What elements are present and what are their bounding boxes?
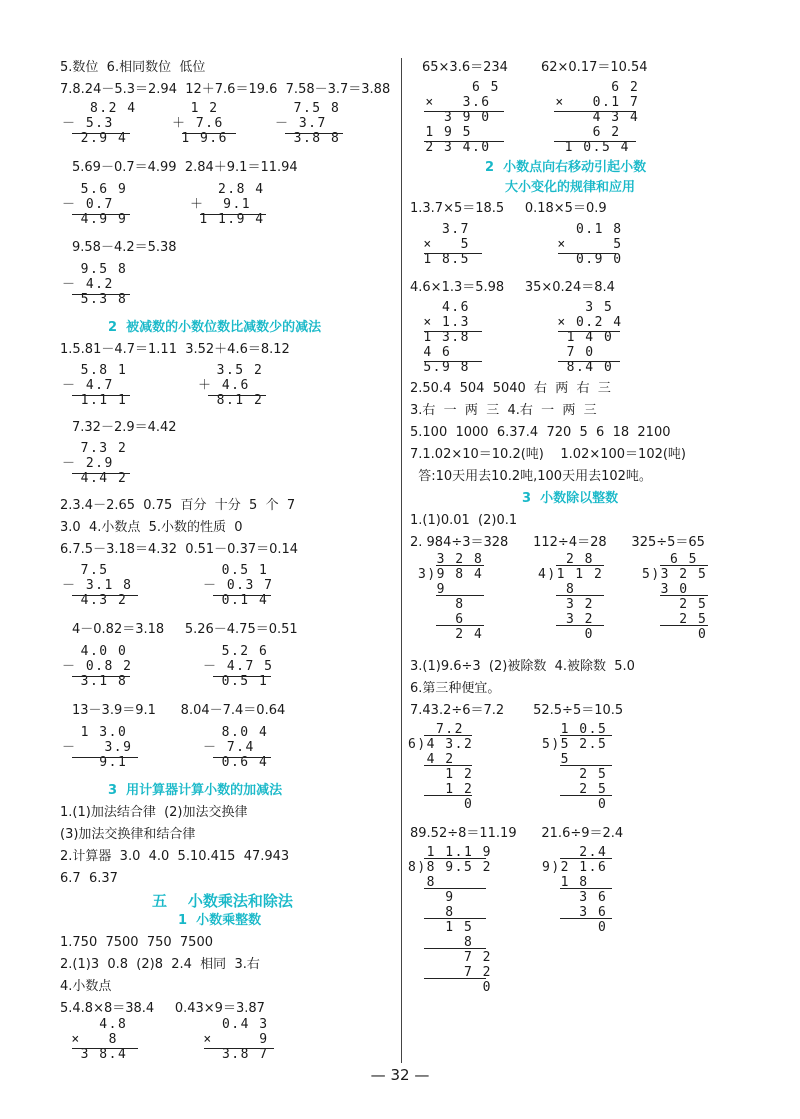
vertical-calc: 2.8 4 ＋ 9.1 1 1.9 4	[190, 182, 265, 227]
right-line-1: 65×3.6＝234 62×0.17＝10.54	[422, 60, 648, 75]
calc-rule	[558, 361, 620, 362]
vertical-calc: 0.1 8 × 5 0.9 0	[557, 222, 623, 267]
section-heading: 3 小数除以整数	[522, 491, 619, 506]
left-line-7: 2.3.4－2.65 0.75 百分 十分 5 个 7	[60, 498, 296, 513]
right-line-14: 89.52÷8＝11.19 21.6÷9＝2.4	[410, 826, 624, 841]
calc-rule	[556, 595, 604, 596]
right-line-7: 7.1.02×10＝10.2(吨) 1.02×100＝102(吨)	[410, 447, 687, 462]
calc-rule	[424, 765, 472, 766]
right-line-5: 3.右 一 两 三 4.右 一 两 三	[410, 403, 597, 418]
calc-rule	[285, 133, 343, 134]
long-division: 1 0.5 5)5 2.5 5 2 5 2 5 0	[542, 722, 608, 812]
vertical-calc: 7.5 8 － 3.7 3.8 8	[275, 101, 341, 146]
vertical-calc: 1 3.0 － 3.9 9.1	[62, 725, 133, 770]
calc-rule	[424, 795, 472, 796]
calc-rule	[424, 253, 482, 254]
left-line-4: 9.58－4.2＝5.38	[72, 240, 177, 255]
right-line-2: 1.3.7×5＝18.5 0.18×5＝0.9	[410, 201, 607, 216]
right-line-8: 答:10天用去10.2吨,100天用去102吨。	[410, 469, 652, 484]
vertical-calc: 8.2 4 － 5.3 2.9 4	[62, 101, 137, 146]
vertical-calc: 7.3 2 － 2.9 4.4 2	[62, 441, 128, 486]
vertical-calc: 4.6 × 1.3 1 3.8 4 6 5.9 8	[423, 300, 470, 375]
calc-rule	[424, 888, 486, 889]
calc-rule	[560, 888, 612, 889]
column-divider	[401, 58, 402, 1063]
division-bracket	[436, 565, 484, 566]
division-bracket	[424, 735, 472, 736]
vertical-calc: 0.4 3 × 9 3.8 7	[203, 1017, 269, 1062]
vertical-calc: 0.5 1 － 0.3 7 0.1 4	[203, 563, 274, 608]
long-division: 1 1.1 9 8)8 9.5 2 8 9 8 1 5 8 7 2 7 2 0	[408, 845, 492, 995]
calc-rule	[208, 395, 266, 396]
long-division: 3 2 8 3)9 8 4 9 8 6 2 4	[418, 552, 484, 642]
calc-rule	[72, 473, 130, 474]
left-line-11: 13－3.9＝9.1 8.04－7.4＝0.64	[72, 703, 286, 718]
section-heading: 2 小数点向右移动引起小数	[485, 160, 647, 175]
page-number: — 32 —	[370, 1066, 430, 1084]
long-division: 2.4 9)2 1.6 1 8 3 6 3 6 0	[542, 845, 608, 935]
division-bracket	[560, 735, 612, 736]
calc-rule	[72, 757, 138, 758]
vertical-calc: 6 5 × 3.6 3 9 0 1 9 5 2 3 4.0	[425, 80, 500, 155]
left-line-8: 3.0 4.小数点 5.小数的性质 0	[60, 520, 243, 535]
left-line-6: 7.32－2.9＝4.42	[72, 420, 177, 435]
calc-rule	[424, 331, 482, 332]
calc-rule	[213, 757, 271, 758]
left-line-10: 4－0.82＝3.18 5.26－4.75＝0.51	[72, 622, 298, 637]
calc-rule	[72, 395, 130, 396]
vertical-calc: 7.5 － 3.1 8 4.3 2	[62, 563, 133, 608]
right-line-6: 5.100 1000 6.37.4 720 5 6 18 2100	[410, 425, 671, 440]
left-line-12: 1.(1)加法结合律 (2)加法交换律	[60, 805, 248, 820]
section-heading: 2 被减数的小数位数比减数少的减法	[108, 320, 322, 335]
calc-rule	[424, 141, 504, 142]
calc-rule	[424, 978, 486, 979]
page-number-value: 32	[390, 1066, 410, 1084]
vertical-calc: 4.8 × 8 3 8.4	[71, 1017, 128, 1062]
vertical-calc: 3.5 2 ＋ 4.6 8.1 2	[198, 363, 264, 408]
calc-rule	[213, 676, 271, 677]
vertical-calc: 8.0 4 － 7.4 0.6 4	[203, 725, 269, 770]
calc-rule	[72, 294, 130, 295]
vertical-calc: 3 5 × 0.2 4 1 4 0 7 0 8.4 0	[557, 300, 623, 375]
long-division: 6 5 5)3 2 5 3 0 2 5 2 5 0	[642, 552, 708, 642]
right-line-13: 7.43.2÷6＝7.2 52.5÷5＝10.5	[410, 703, 624, 718]
left-line-15: 6.7 6.37	[60, 871, 118, 886]
division-bracket	[556, 565, 604, 566]
right-line-9: 1.(1)0.01 (2)0.1	[410, 513, 518, 528]
calc-rule	[204, 1048, 274, 1049]
division-bracket	[424, 858, 486, 859]
vertical-calc: 5.8 1 － 4.7 1.1 1	[62, 363, 128, 408]
division-bracket	[660, 565, 708, 566]
calc-rule	[660, 625, 708, 626]
left-line-9: 6.7.5－3.18＝4.32 0.51－0.37＝0.14	[60, 542, 299, 557]
calc-rule	[436, 625, 484, 626]
left-line-18: 4.小数点	[60, 979, 112, 994]
right-line-12: 6.第三种便宜。	[410, 681, 501, 696]
calc-rule	[424, 111, 504, 112]
long-division: 2 8 4)1 1 2 8 3 2 3 2 0	[538, 552, 604, 642]
right-line-10: 2. 984÷3＝328 112÷4＝28 325÷5＝65	[410, 535, 705, 550]
calc-rule	[560, 795, 612, 796]
calc-rule	[182, 133, 236, 134]
calc-rule	[660, 595, 708, 596]
left-line-14: 2.计算器 3.0 4.0 5.10.415 47.943	[60, 849, 290, 864]
left-line-13: (3)加法交换律和结合律	[60, 827, 196, 842]
long-division: 7.2 6)4 3.2 4 2 1 2 1 2 0	[408, 722, 474, 812]
calc-rule	[558, 253, 616, 254]
vertical-calc: 3.7 × 5 1 8.5	[423, 222, 470, 267]
calc-rule	[424, 948, 486, 949]
right-line-3: 4.6×1.3＝5.98 35×0.24＝8.4	[410, 280, 615, 295]
calc-rule	[424, 361, 482, 362]
left-line-2: 7.8.24－5.3＝2.94 12＋7.6＝19.6 7.58－3.7＝3.88	[60, 82, 391, 97]
calc-rule	[72, 133, 130, 134]
calc-rule	[72, 214, 130, 215]
calc-rule	[554, 141, 636, 142]
calc-rule	[556, 625, 604, 626]
vertical-calc: 5.6 9 － 0.7 4.9 9	[62, 182, 128, 227]
calc-rule	[560, 765, 612, 766]
left-line-3: 5.69－0.7＝4.99 2.84＋9.1＝11.94	[72, 160, 298, 175]
calc-rule	[72, 1048, 138, 1049]
right-line-4: 2.50.4 504 5040 右 两 右 三	[410, 381, 611, 396]
section-heading: 大小变化的规律和应用	[505, 180, 636, 195]
left-line-5: 1.5.81－4.7＝1.11 3.52＋4.6＝8.12	[60, 342, 290, 357]
division-bracket	[560, 858, 612, 859]
calc-rule	[558, 331, 620, 332]
calc-rule	[436, 595, 484, 596]
vertical-calc: 1 2 ＋ 7.6 1 9.6	[172, 101, 228, 146]
left-line-19: 5.4.8×8＝38.4 0.43×9＝3.87	[60, 1001, 265, 1016]
calc-rule	[213, 595, 271, 596]
calc-rule	[200, 214, 266, 215]
vertical-calc: 6 2 × 0.1 7 4 3 4 6 2 1 0.5 4	[555, 80, 640, 155]
section-heading: 3 用计算器计算小数的加减法	[108, 783, 283, 798]
right-line-11: 3.(1)9.6÷3 (2)被除数 4.被除数 5.0	[410, 659, 635, 674]
calc-rule	[424, 918, 486, 919]
vertical-calc: 5.2 6 － 4.7 5 0.5 1	[203, 644, 274, 689]
vertical-calc: 4.0 0 － 0.8 2 3.1 8	[62, 644, 133, 689]
section-heading: 1 小数乘整数	[178, 913, 262, 928]
calc-rule	[72, 676, 130, 677]
calc-rule	[560, 918, 612, 919]
left-line-16: 1.750 7500 750 7500	[60, 935, 213, 950]
calc-rule	[72, 595, 138, 596]
chapter-heading: 五 小数乘法和除法	[152, 892, 293, 910]
left-line-1: 5.数位 6.相同数位 低位	[60, 60, 206, 75]
vertical-calc: 9.5 8 － 4.2 5.3 8	[62, 262, 128, 307]
left-line-17: 2.(1)3 0.8 (2)8 2.4 相同 3.右	[60, 957, 260, 972]
calc-rule	[554, 111, 636, 112]
